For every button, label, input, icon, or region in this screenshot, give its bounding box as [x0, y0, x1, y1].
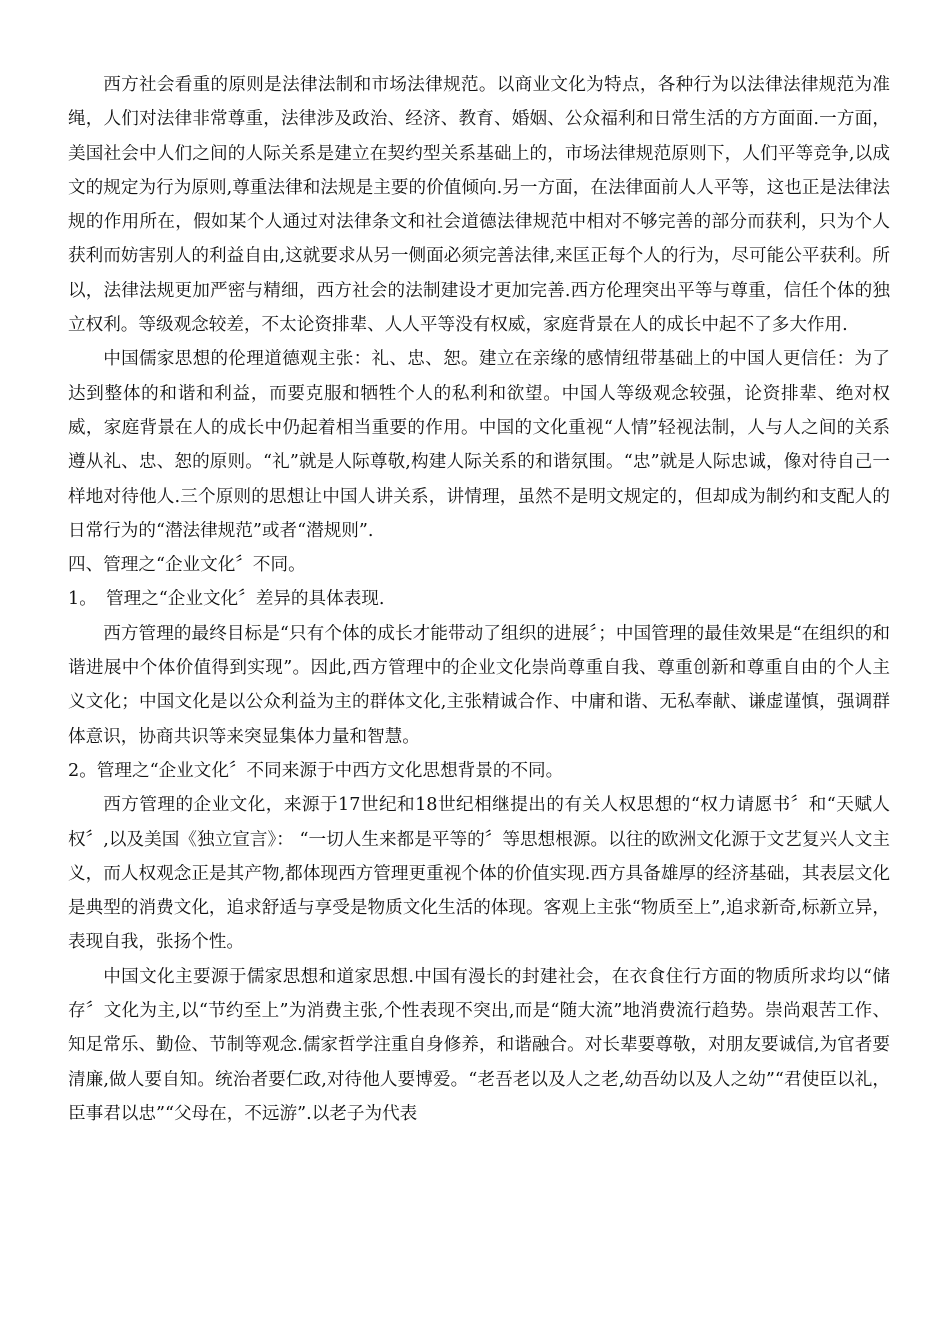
subsection-heading-4-1 [68, 582, 890, 616]
paragraph-western-law: 西方社会看重的原则是法律法制和市场法律规范。以商业文化为特点，各种行为以法律法律规范为准绳，人们对法律非常尊重，法律涉及政治、经济、教育、婚姻、公众福利和日常生活的方方面面.一方面，美国社会中人们之间的人际关系是建立在契约型关系基础上的，市场法律规范原则下，人们平等竞争,以成文的规定为行为原则,尊重法律和法规是主要的价值倾向.另一方面，在法律面前人人平等，这也正是法律法规的作用所在，假如某个人通过对法律条文和社会道德法律规范中相对不够完善的部分而获利，只为个人获利而妨害别人的利益自由,这就要求从另一侧面必须完善法律,来匡正每个人的行为，尽可能公平获利。所以，法律法规更加严密与精细，西方社会的法制建设才更加完善.西方伦理突出平等与尊重，信任个体的独立权利。等级观念较差，不太论资排辈、人人平等没有权威，家庭背景在人的成长中起不了多大作用. [68, 75, 890, 336]
subsection-number: 1。 [68, 589, 97, 610]
paragraph-western-culture-origin: 西方管理的企业文化，来源于17世纪和18世纪相继提出的有关人权思想的“权力请愿书〞和“天赋人权〞,以及美国《独立宣言》： “一切人生来都是平等的〞等思想根源。以往的欧洲文化源于文艺复兴人文主义，而人权观念正是其产物,都体现西方管理更重视个体的价值实现.西方具备雄厚的经济基础，其表层文化是典型的消费文化，追求舒适与享受是物质文化生活的体现。客观上主张“物质至上”,追求新奇,标新立异，表现自我，张扬个性。 [68, 795, 890, 953]
section-heading-4: 四、管理之“企业文化〞不同。 [68, 555, 306, 576]
paragraph-management-goals: 西方管理的最终目标是“只有个体的成长才能带动了组织的进展〞；中国管理的最佳效果是“在组织的和谐进展中个体价值得到实现”。因此,西方管理中的企业文化崇尚尊重自我、尊重创新和尊重自由的个人主义文化；中国文化是以公众利益为主的群体文化,主张精诚合作、中庸和谐、无私奉献、谦虚谨慎，强调群体意识，协商共识等来突显集体力量和智慧。 [68, 623, 890, 747]
document-page [68, 68, 890, 1131]
paragraph-chinese-culture-origin: 中国文化主要源于儒家思想和道家思想.中国有漫长的封建社会，在衣食住行方面的物质所求均以“储存〞文化为主,以“节约至上”为消费主张,个性表现不突出,而是“随大流”地消费流行趋势。崇尚艰苦工作、知足常乐、勤俭、节制等观念.儒家哲学注重自身修养，和谐融合。对长辈要尊敬，对朋友要诚信,为官者要清廉,做人要自知。统治者要仁政,对待他人要博爱。“老吾老以及人之老,幼吾幼以及人之幼”“君使臣以礼，臣事君以忠”“父母在，不远游”.以老子为代表 [68, 966, 890, 1124]
subsection-title: 管理之“企业文化〞差异的具体表现. [106, 589, 385, 610]
subsection-heading-4-2: 2。管理之“企业文化〞不同来源于中西方文化思想背景的不同。 [68, 760, 564, 781]
paragraph-confucian-ethics: 中国儒家思想的伦理道德观主张：礼、忠、恕。建立在亲缘的感情纽带基础上的中国人更信任：为了达到整体的和谐和利益，而要克服和牺牲个人的私利和欲望。中国人等级观念较强，论资排辈、绝对权威，家庭背景在人的成长中仍起着相当重要的作用。中国的文化重视“人情”轻视法制，人与人之间的关系遵从礼、忠、恕的原则。“礼”就是人际尊敬,构建人际关系的和谐氛围。“忠”就是人际忠诚，像对待自己一样地对待他人.三个原则的思想让中国人讲关系，讲情理，虽然不是明文规定的，但却成为制约和支配人的日常行为的“潜法律规范”或者“潜规则”. [68, 349, 890, 541]
